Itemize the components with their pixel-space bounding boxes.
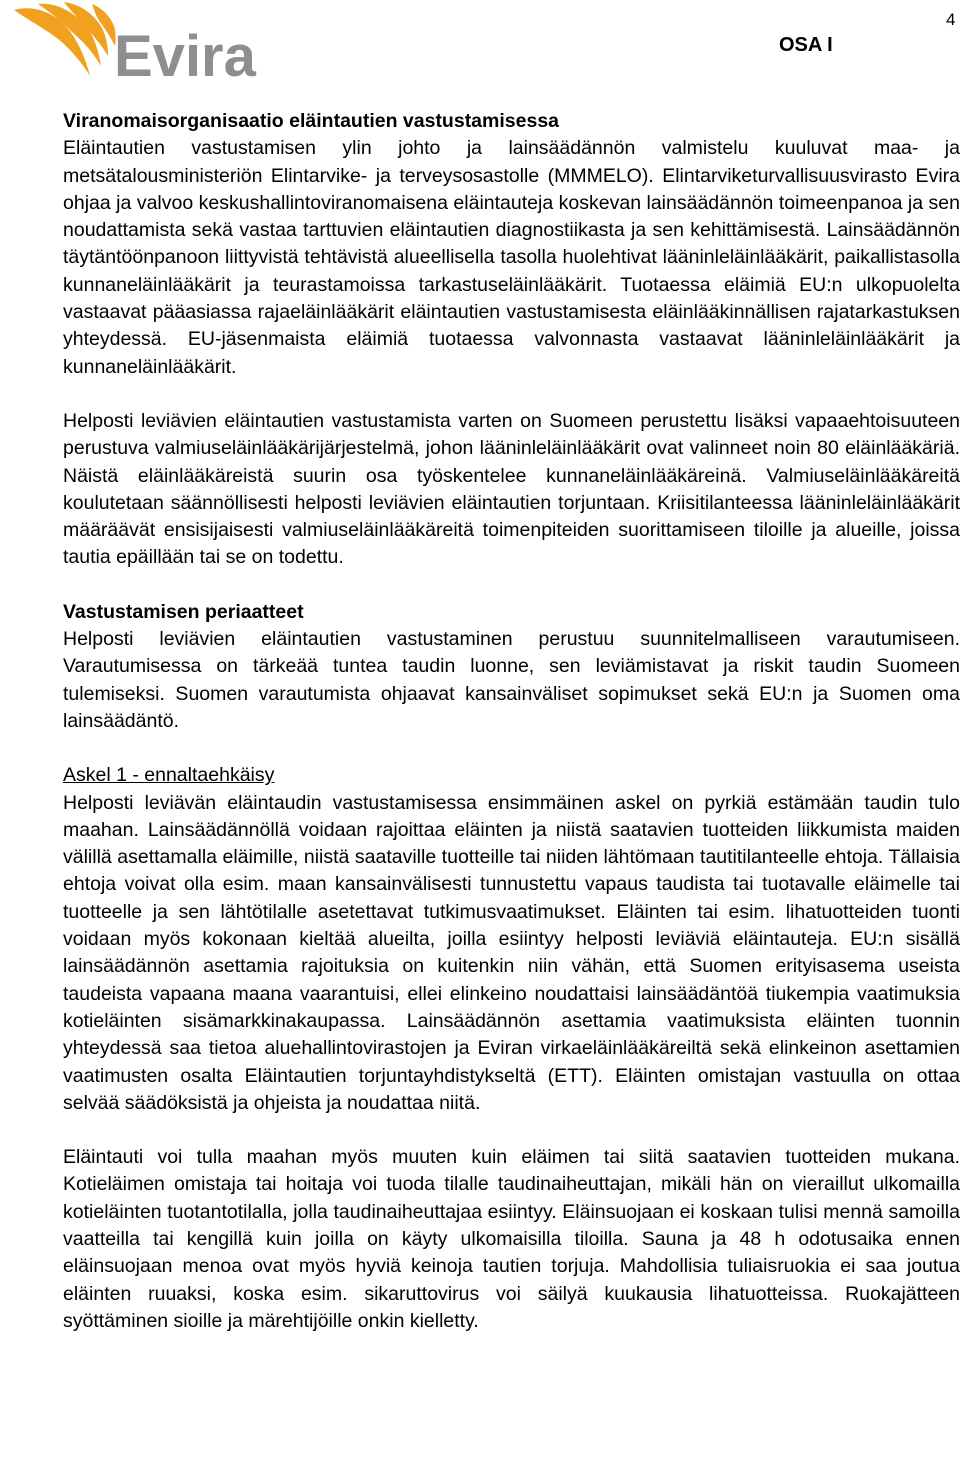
heading-control-principles: Vastustamisen periaatteet	[63, 600, 304, 623]
page-header	[0, 0, 960, 100]
paragraph-authority-organisation: Eläintautien vastustamisen ylin johto ja lainsäädännön valmistelu kuuluvat maa- ja metsätalousministeriön Elintarvike- ja terveysosastolle (MMMELO). Elintarviketurvallisuusvirasto Evira ohjaa ja valvoo keskushallintoviranomaisena eläintauteja koskevan lainsäädännön toimeenpanoa ja sen noudattamista sekä vastaa tarttuvien eläintautien diagnostiikasta ja sen kehittämisestä. Lainsäädännön täytäntöönpanoon liittyvistä tehtävistä alueellisella tasolla huolehtivat lääninleläinlääkärit, paikallistasolla kunnaneläinlääkärit ja teurastamoissa tarkastuseläinlääkärit. Tuotaessa eläimiä EU:n ulkopuolelta vastaavat pääasiassa rajaeläinlääkärit eläintautien vastustamisesta eläinlääkinnällisen rajatarkastuksen yhteydessä. EU-jäsenmaista eläimiä tuotaessa valvonnasta vastaavat lääninleläinlääkärit ja kunnaneläinlääkärit.	[63, 137, 960, 378]
heading-authority-organisation: Viranomaisorganisaatio eläintautien vastustamisessa	[63, 110, 560, 132]
wheat-emblem-icon	[14, 2, 116, 76]
subheading-step-1-prevention: Askel 1 - ennaltaehkäisy	[63, 764, 275, 787]
document-body	[63, 108, 960, 1335]
evira-logo	[6, 0, 276, 86]
paragraph-prevention-legislation: Helposti leviävän eläintaudin vastustamisessa ensimmäinen askel on pyrkiä estämään taudin tulo maahan. Lainsäädännöllä voidaan rajoittaa eläinten ja niistä saatavien tuotteiden liikkumista maiden välillä asettamalla eläimille, niistä saataville tuotteille tai niiden lähtömaan tautitilanteelle ehtoja. Tällaisia ehtoja voivat olla esim. maan kansainvälisesti tunnustettu vapaus taudista tai tuotavalle eläimelle tai tuotteelle ja sen lähtötilalle asetettavat tutkimusvaatimukset. Eläinten tai esim. lihatuotteiden tuonti voidaan myös kokonaan kieltää alueilta, joilla esiintyy helposti leviäviä eläintauteja. EU:n sisällä lainsäädännön asettamia rajoituksia on kuitenkin niin vähän, että Suomen erityisasema useista taudeista vapaana maana vaarantuisi, ellei elinkeino noudattaisi lainsäädäntöä tiukempia vaatimuksia kotieläinten sisämarkkinakaupassa. Lainsäädännön asettamia vaatimuksista eläinten tuonnin yhteydessä saa tietoa aluehallintovirastojen ja Eviran virkaeläinlääkäreiltä sekä elinkeinon asettamien vaatimusten osalta Eläintautien torjuntayhdistykseltä (ETT). Eläinten omistajan vastuulla on ottaa selvää säädöksistä ja ohjeista ja noudattaa niitä.	[63, 791, 960, 1114]
paragraph-readiness-veterinarians: Helposti leviävien eläintautien vastustamista varten on Suomeen perustettu lisäksi vapaaehtoisuuteen perustuva valmiuseläinlääkärijärjestelmä, johon lääninleläinlääkärit ovat valinneet noin 80 eläinlääkäriä. Näistä eläinlääkäreistä suurin osa työskentelee kunnaneläinlääkäreinä. Valmiuseläinlääkäreitä koulutetaan säännöllisesti helposti leviävien eläintautien torjuntaan. Kriisitilanteessa lääninleläinlääkärit määräävät ensisijaisesti valmiuseläinlääkäreitä toimenpiteiden suorittamiseen tiloille ja alueille, joissa tautia epäillään tai se on todettu.	[63, 409, 960, 569]
logo-text: Evira	[114, 24, 256, 86]
paragraph-other-entry-routes: Eläintauti voi tulla maahan myös muuten kuin eläimen tai siitä saatavien tuotteiden mukana. Kotieläimen omistaja tai hoitaja voi tuoda tilalle taudinaiheuttajan, mikäli hän on vieraillut ulkomailla kotieläinten tuotantotilalla, jolla taudinaiheuttajaa esiintyy. Eläinsuojaan ei koskaan tulisi mennä samoilla vaatteilla tai kengillä kuin joilla on käyty ulkomaisilla tiloilla. Sauna ja 48 h odotusaika ennen eläinsuojaan menoa ovat myös hyviä keinoja tautien torjuja. Mahdollisia tuliaisruokia ei saa joutua eläinten ruuaksi, koska esim. sikaruttovirus voi säilyä kuukausia lihatuotteissa. Ruokajätteen syöttäminen sioille ja märehtijöille onkin kielletty.	[63, 1146, 960, 1332]
paragraph-control-principles: Helposti leviävien eläintautien vastustaminen perustuu suunnitelmalliseen varautumiseen. Varautumisessa on tärkeää tuntea taudin luonne, sen leviämistavat ja riskit taudin Suomeen tulemiseksi. Suomen varautumista ohjaavat kansainväliset sopimukset sekä EU:n ja Suomen oma lainsäädäntö.	[63, 628, 960, 732]
section-label: OSA I	[779, 34, 833, 56]
page-number: 4	[946, 10, 956, 29]
